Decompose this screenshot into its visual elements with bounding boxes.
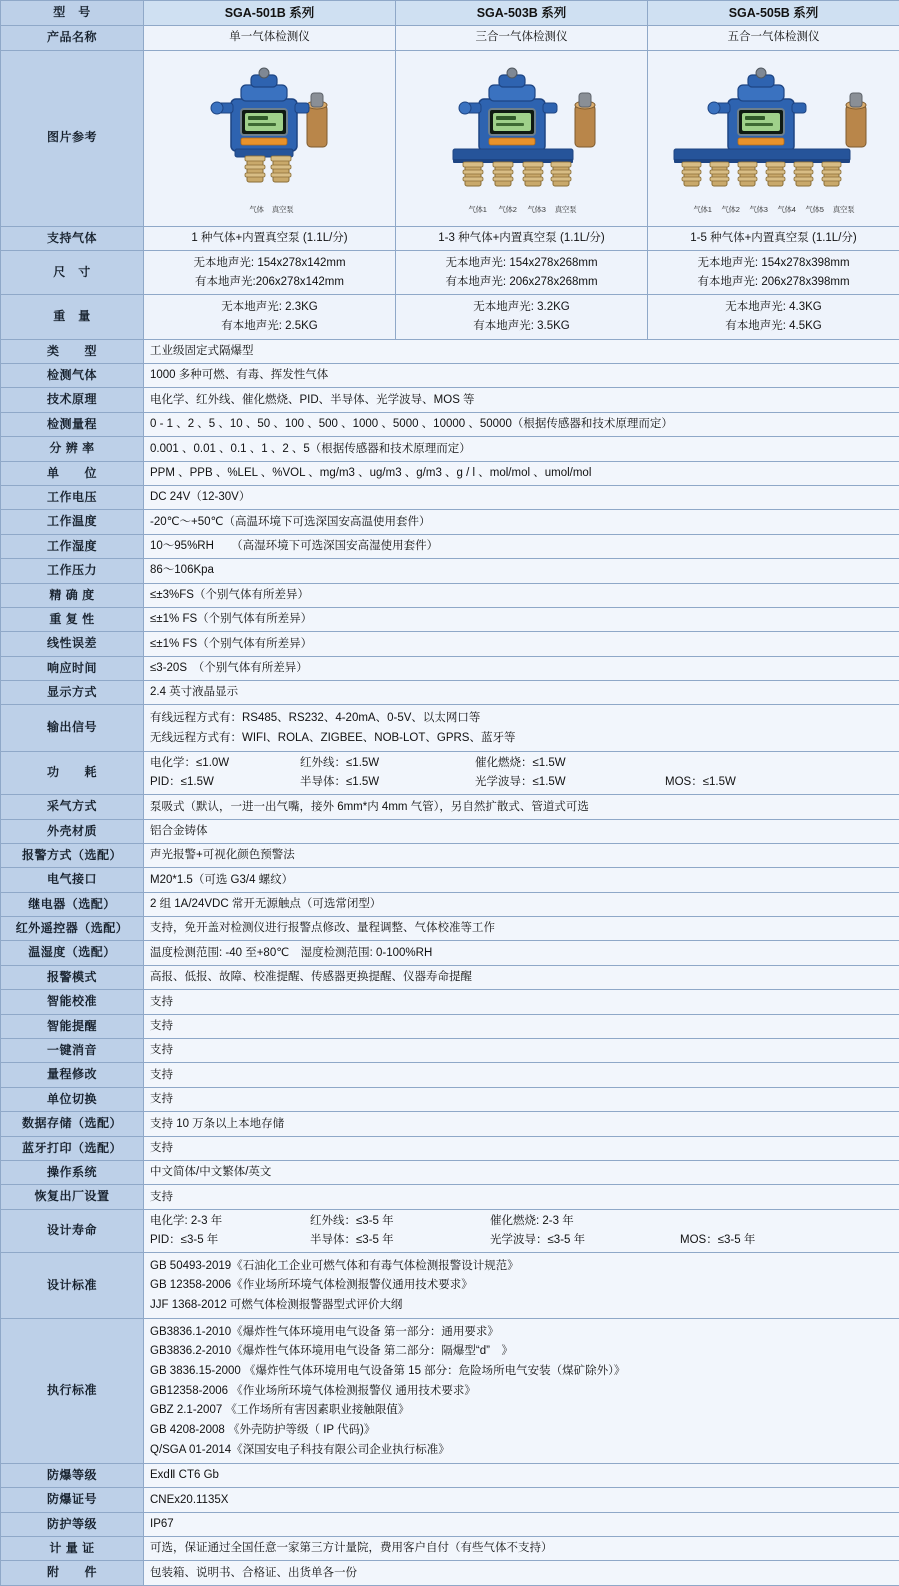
row-label-temp-humidity: 温湿度（选配） (1, 941, 144, 965)
life-catalytic: 催化燃烧: 2-3 年 (490, 1213, 680, 1230)
weight-no-alarm: 无本地声光: 3.2KG (402, 298, 641, 317)
life-mos: MOS：≤3-5 年 (680, 1232, 893, 1249)
row-label-repeatability: 重 复 性 (1, 607, 144, 631)
table-row-range-edit (1, 1063, 899, 1087)
model-501b: SGA-501B 系列 (144, 1, 396, 26)
support-gas-503b: 1-3 种气体+内置真空泵 (1.1L/分) (396, 226, 648, 250)
row-label-factory-reset: 恢复出厂设置 (1, 1185, 144, 1209)
value-display: 2.4 英寸液晶显示 (144, 681, 899, 705)
table-row-relay (1, 892, 899, 916)
value-factory-reset: 支持 (144, 1185, 899, 1209)
size-505b (648, 250, 899, 294)
table-row-display (1, 681, 899, 705)
weight-505b (648, 295, 899, 339)
power-echem: 电化学：≤1.0W (150, 755, 300, 772)
weight-with-alarm: 有本地声光: 3.5KG (402, 317, 641, 336)
row-label-size: 尺 寸 (1, 250, 144, 294)
life-ir: 红外线：≤3-5 年 (310, 1213, 490, 1230)
row-label-design-standard: 设计标准 (1, 1253, 144, 1319)
weight-no-alarm: 无本地声光: 2.3KG (150, 298, 389, 317)
table-row-work-pressure (1, 559, 899, 583)
port-label: 气体1 (689, 205, 717, 214)
port-label: 气体5 (801, 205, 829, 214)
row-label-category: 类 型 (1, 339, 144, 363)
life-semiconductor: 半导体：≤3-5 年 (310, 1232, 490, 1249)
value-unit-switch: 支持 (144, 1087, 899, 1111)
value-ex-cert: CNEx20.1135X (144, 1488, 899, 1512)
exec-standard-item: GB12358-2006 《作业场所环境气体检测报警仪 通用技术要求》 (150, 1381, 893, 1401)
value-repeatability: ≤±1% FS（个别气体有所差异） (144, 607, 899, 631)
value-relay: 2 组 1A/24VDC 常开无源触点（可选常闭型） (144, 892, 899, 916)
row-label-unit: 单 位 (1, 461, 144, 485)
value-ex-grade: ExdⅡ CT6 Gb (144, 1463, 899, 1487)
table-row-data-storage (1, 1112, 899, 1136)
row-label-sampling: 采气方式 (1, 795, 144, 819)
table-row-image-reference (1, 50, 899, 226)
value-linearity: ≤±1% FS（个别气体有所差异） (144, 632, 899, 656)
row-label-accessories: 附 件 (1, 1561, 144, 1585)
table-row-work-humidity (1, 534, 899, 558)
port-labels-1port (195, 205, 345, 214)
life-echem: 电化学: 2-3 年 (150, 1213, 310, 1230)
port-label: 气体2 (493, 205, 523, 214)
size-with-alarm: 有本地声光:206x278x142mm (150, 273, 389, 292)
exec-standard-item: GB 3836.15-2000 《爆炸性气体环境用电气设备第 15 部分：危险场所电气安装（煤矿除外）》 (150, 1361, 893, 1381)
port-label: 气体1 (463, 205, 493, 214)
size-no-alarm: 无本地声光: 154x278x142mm (150, 254, 389, 273)
design-standard-item: JJF 1368-2012 可燃气体检测报警器型式评价大纲 (150, 1295, 893, 1315)
table-row-repeatability (1, 607, 899, 631)
table-row-weight (1, 295, 899, 339)
table-row-power-consumption (1, 751, 899, 794)
row-label-resolution: 分 辨 率 (1, 437, 144, 461)
row-label-support-gas: 支持气体 (1, 226, 144, 250)
value-work-voltage: DC 24V（12-30V） (144, 485, 899, 509)
output-wired: 有线远程方式有：RS485、RS232、4-20mA、0-5V、以太网口等 (150, 708, 893, 728)
weight-with-alarm: 有本地声光: 2.5KG (150, 317, 389, 336)
port-label: 气体 (244, 205, 270, 214)
value-design-standard (144, 1253, 899, 1319)
row-label-smart-reminder: 智能提醒 (1, 1014, 144, 1038)
table-row-model (1, 1, 899, 26)
row-label-output-signal: 输出信号 (1, 705, 144, 751)
weight-no-alarm: 无本地声光: 4.3KG (654, 298, 893, 317)
table-row-range (1, 412, 899, 436)
row-label-smart-calibration: 智能校准 (1, 990, 144, 1014)
table-row-detect-gas (1, 363, 899, 387)
table-row-smart-calibration (1, 990, 899, 1014)
row-label-design-life: 设计寿命 (1, 1209, 144, 1252)
value-metering-cert: 可选，保证通过全国任意一家第三方计量院，费用客户自付（有些气体不支持） (144, 1537, 899, 1561)
row-label-work-pressure: 工作压力 (1, 559, 144, 583)
value-range: 0 - 1 、2 、5 、10 、50 、100 、500 、1000 、5000 、10000 、50000（根据传感器和技术原理而定） (144, 412, 899, 436)
row-label-ex-cert: 防爆证号 (1, 1488, 144, 1512)
row-label-accuracy: 精 确 度 (1, 583, 144, 607)
life-optical: 光学波导：≤3-5 年 (490, 1232, 680, 1249)
power-ir: 红外线：≤1.5W (300, 755, 475, 772)
design-life-grid (150, 1213, 893, 1249)
power-grid (150, 755, 893, 791)
row-label-tech-principle: 技术原理 (1, 388, 144, 412)
exec-standard-item: GB3836.2-2010《爆炸性气体环境用电气设备 第二部分：隔爆型“d” 》 (150, 1342, 893, 1362)
value-category: 工业级固定式隔爆型 (144, 339, 899, 363)
device-illustration-5port (656, 59, 891, 214)
table-row-support-gas (1, 226, 899, 250)
value-ir-remote: 支持，免开盖对检测仪进行报警点修改、量程调整、气体校准等工作 (144, 917, 899, 941)
row-label-electric-port: 电气接口 (1, 868, 144, 892)
value-accessories: 包装箱、说明书、合格证、出货单各一份 (144, 1561, 899, 1585)
product-name-501b: 单一气体检测仪 (144, 26, 396, 50)
table-row-work-voltage (1, 485, 899, 509)
table-row-bluetooth-print (1, 1136, 899, 1160)
table-row-response-time (1, 656, 899, 680)
row-label-ir-remote: 红外遥控器（选配） (1, 917, 144, 941)
table-row-ip-grade (1, 1512, 899, 1536)
row-label-model: 型 号 (1, 1, 144, 26)
weight-503b (396, 295, 648, 339)
weight-with-alarm: 有本地声光: 4.5KG (654, 317, 893, 336)
row-label-display: 显示方式 (1, 681, 144, 705)
table-row-unit-switch (1, 1087, 899, 1111)
row-label-bluetooth-print: 蓝牙打印（选配） (1, 1136, 144, 1160)
table-row-one-key-mute (1, 1039, 899, 1063)
value-output-signal (144, 705, 899, 751)
value-shell-material: 铝合金铸体 (144, 819, 899, 843)
value-smart-reminder: 支持 (144, 1014, 899, 1038)
life-pid: PID：≤3-5 年 (150, 1232, 310, 1249)
weight-501b (144, 295, 396, 339)
value-sampling: 泵吸式（默认，一进一出气嘴，接外 6mm*内 4mm 气管），另自然扩散式、管道式可选 (144, 795, 899, 819)
row-label-one-key-mute: 一键消音 (1, 1039, 144, 1063)
value-one-key-mute: 支持 (144, 1039, 899, 1063)
device-image-501b (144, 50, 396, 226)
row-label-work-temp: 工作温度 (1, 510, 144, 534)
value-electric-port: M20*1.5（可选 G3/4 螺纹） (144, 868, 899, 892)
table-row-ex-cert (1, 1488, 899, 1512)
exec-standard-item: GBZ 2.1-2007 《工作场所有害因素职业接触限值》 (150, 1401, 893, 1421)
port-label: 真空泵 (551, 205, 581, 214)
size-501b (144, 250, 396, 294)
row-label-os: 操作系统 (1, 1161, 144, 1185)
port-label: 气体4 (773, 205, 801, 214)
table-row-ir-remote (1, 917, 899, 941)
power-optical: 光学波导：≤1.5W (475, 774, 665, 791)
port-labels-3port (427, 205, 617, 214)
value-temp-humidity: 温度检测范围: -40 至+80℃ 湿度检测范围: 0-100%RH (144, 941, 899, 965)
table-row-size (1, 250, 899, 294)
value-alarm-type: 声光报警+可视化颜色预警法 (144, 843, 899, 867)
model-503b: SGA-503B 系列 (396, 1, 648, 26)
row-label-alarm-mode: 报警模式 (1, 965, 144, 989)
power-catalytic: 催化燃烧：≤1.5W (475, 755, 665, 772)
value-detect-gas: 1000 多种可燃、有毒、挥发性气体 (144, 363, 899, 387)
support-gas-505b: 1-5 种气体+内置真空泵 (1.1L/分) (648, 226, 899, 250)
value-resolution: 0.001 、0.01 、0.1 、1 、2 、5（根据传感器和技术原理而定） (144, 437, 899, 461)
table-row-category (1, 339, 899, 363)
table-row-accessories (1, 1561, 899, 1585)
row-label-work-voltage: 工作电压 (1, 485, 144, 509)
table-row-tech-principle (1, 388, 899, 412)
value-response-time: ≤3-20S （个别气体有所差异） (144, 656, 899, 680)
size-503b (396, 250, 648, 294)
value-tech-principle: 电化学、红外线、催化燃烧、PID、半导体、光学波导、MOS 等 (144, 388, 899, 412)
value-unit: PPM 、PPB 、%LEL 、%VOL 、mg/m3 、ug/m3 、g/m3 、g / l 、mol/mol 、umol/mol (144, 461, 899, 485)
table-row-product-name (1, 26, 899, 50)
row-label-data-storage: 数据存储（选配） (1, 1112, 144, 1136)
table-row-exec-standard (1, 1319, 899, 1464)
table-row-unit (1, 461, 899, 485)
table-row-output-signal (1, 705, 899, 751)
exec-standard-item: GB3836.1-2010《爆炸性气体环境用电气设备 第一部分：通用要求》 (150, 1322, 893, 1342)
value-exec-standard (144, 1319, 899, 1464)
port-label: 真空泵 (270, 205, 296, 214)
row-label-ip-grade: 防护等级 (1, 1512, 144, 1536)
device-illustration-3port (427, 59, 617, 214)
table-row-factory-reset (1, 1185, 899, 1209)
design-standard-item: GB 50493-2019《石油化工企业可燃气体和有毒气体检测报警设计规范》 (150, 1256, 893, 1276)
table-row-accuracy (1, 583, 899, 607)
table-row-design-standard (1, 1253, 899, 1319)
size-no-alarm: 无本地声光: 154x278x398mm (654, 254, 893, 273)
value-smart-calibration: 支持 (144, 990, 899, 1014)
power-semiconductor: 半导体：≤1.5W (300, 774, 475, 791)
table-row-design-life (1, 1209, 899, 1252)
table-row-ex-grade (1, 1463, 899, 1487)
table-row-shell-material (1, 819, 899, 843)
size-with-alarm: 有本地声光: 206x278x268mm (402, 273, 641, 292)
row-label-relay: 继电器（选配） (1, 892, 144, 916)
device-svg-1port (195, 59, 345, 204)
row-label-image-reference: 图片参考 (1, 50, 144, 226)
table-row-os (1, 1161, 899, 1185)
row-label-linearity: 线性误差 (1, 632, 144, 656)
exec-standard-item: GB 4208-2008 《外壳防护等级（ IP 代码)》 (150, 1421, 893, 1441)
power-blank (665, 755, 893, 772)
row-label-unit-switch: 单位切换 (1, 1087, 144, 1111)
table-row-electric-port (1, 868, 899, 892)
port-labels-5port (656, 205, 891, 214)
port-label: 真空泵 (829, 205, 859, 214)
value-ip-grade: IP67 (144, 1512, 899, 1536)
table-row-alarm-mode (1, 965, 899, 989)
table-row-sampling (1, 795, 899, 819)
row-label-metering-cert: 计 量 证 (1, 1537, 144, 1561)
output-wireless: 无线远程方式有：WIFI、ROLA、ZIGBEE、NOB-LOT、GPRS、蓝牙等 (150, 728, 893, 748)
table-row-metering-cert (1, 1537, 899, 1561)
row-label-shell-material: 外壳材质 (1, 819, 144, 843)
power-pid: PID：≤1.5W (150, 774, 300, 791)
exec-standard-item: Q/SGA 01-2014《深国安电子科技有限公司企业执行标准》 (150, 1440, 893, 1460)
port-label: 气体2 (717, 205, 745, 214)
device-svg-3port (427, 59, 617, 204)
value-work-temp: -20℃～+50℃（高温环境下可选深国安高温使用套件） (144, 510, 899, 534)
row-label-detect-gas: 检测气体 (1, 363, 144, 387)
device-image-505b (648, 50, 899, 226)
product-name-503b: 三合一气体检测仪 (396, 26, 648, 50)
row-label-product-name: 产品名称 (1, 26, 144, 50)
product-name-505b: 五合一气体检测仪 (648, 26, 899, 50)
device-svg-5port (656, 59, 891, 204)
value-bluetooth-print: 支持 (144, 1136, 899, 1160)
table-row-resolution (1, 437, 899, 461)
port-label: 气体3 (745, 205, 773, 214)
value-os: 中文简体/中文繁体/英文 (144, 1161, 899, 1185)
row-label-weight: 重 量 (1, 295, 144, 339)
row-label-alarm-type: 报警方式（选配） (1, 843, 144, 867)
value-range-edit: 支持 (144, 1063, 899, 1087)
row-label-ex-grade: 防爆等级 (1, 1463, 144, 1487)
table-row-work-temp (1, 510, 899, 534)
size-no-alarm: 无本地声光: 154x278x268mm (402, 254, 641, 273)
device-image-503b (396, 50, 648, 226)
row-label-power-consumption: 功 耗 (1, 751, 144, 794)
support-gas-501b: 1 种气体+内置真空泵 (1.1L/分) (144, 226, 396, 250)
size-with-alarm: 有本地声光: 206x278x398mm (654, 273, 893, 292)
row-label-range-edit: 量程修改 (1, 1063, 144, 1087)
table-row-linearity (1, 632, 899, 656)
power-mos: MOS：≤1.5W (665, 774, 893, 791)
value-work-pressure: 86～106Kpa (144, 559, 899, 583)
port-label: 气体3 (523, 205, 551, 214)
row-label-response-time: 响应时间 (1, 656, 144, 680)
value-data-storage: 支持 10 万条以上本地存储 (144, 1112, 899, 1136)
design-standard-item: GB 12358-2006《作业场所环境气体检测报警仪通用技术要求》 (150, 1276, 893, 1296)
model-505b: SGA-505B 系列 (648, 1, 899, 26)
table-row-alarm-type (1, 843, 899, 867)
table-row-temp-humidity (1, 941, 899, 965)
value-power-consumption (144, 751, 899, 794)
value-work-humidity: 10～95%RH （高湿环境下可选深国安高湿使用套件） (144, 534, 899, 558)
life-blank (680, 1213, 893, 1230)
row-label-exec-standard: 执行标准 (1, 1319, 144, 1464)
value-design-life (144, 1209, 899, 1252)
row-label-work-humidity: 工作湿度 (1, 534, 144, 558)
value-accuracy: ≤±3%FS（个别气体有所差异） (144, 583, 899, 607)
device-illustration-1port (195, 59, 345, 214)
row-label-range: 检测量程 (1, 412, 144, 436)
value-alarm-mode: 高报、低报、故障、校准提醒、传感器更换提醒、仪器寿命提醒 (144, 965, 899, 989)
table-row-smart-reminder (1, 1014, 899, 1038)
